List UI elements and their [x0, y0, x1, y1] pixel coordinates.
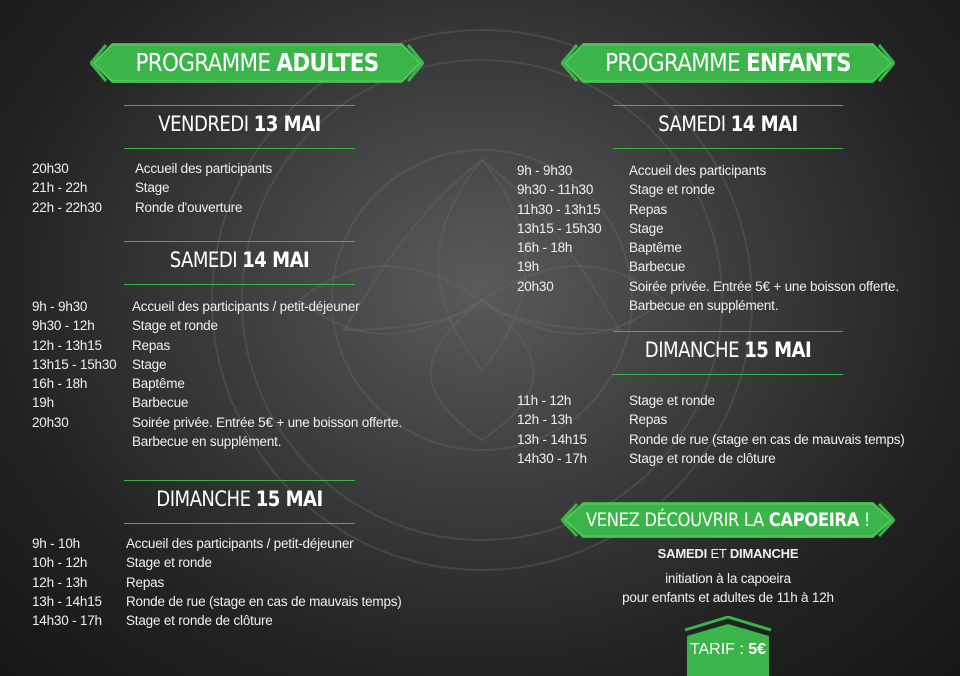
schedule-adultes-vendredi: [32, 159, 452, 217]
tarif-badge: [683, 616, 773, 676]
schedule-row: 11h - 12h Stage et ronde: [517, 393, 715, 408]
schedule-row: 14h30 - 17h Stage et ronde de clôture: [517, 450, 776, 466]
banner-adultes-title: PROGRAMME ADULTES: [135, 48, 379, 77]
schedule-row: 20h30 Soirée privée. Entrée 5€ + une boisson offerte.: [517, 278, 899, 294]
schedule-row: 11h30 - 13h15 Repas: [517, 201, 668, 217]
schedule-row: 9h - 9h30 Accueil des participants / petit-déjeuner: [32, 299, 360, 314]
schedule-row: 9h - 9h30 Accueil des participants: [517, 163, 767, 178]
schedule-row: 16h - 18h Baptême: [517, 240, 682, 256]
schedule-row: 16h - 18h Baptême: [32, 376, 185, 392]
day-header-samedi-enfants: SAMEDI 14 MAI: [613, 105, 843, 149]
schedule-row: 9h30 - 11h30 Stage et ronde: [517, 182, 715, 198]
banner-programme-adultes: [90, 43, 424, 83]
day-header-vendredi: VENDREDI 13 MAI: [124, 105, 355, 149]
schedule-adultes-dimanche: [32, 534, 452, 630]
day-header-dimanche-adultes: DIMANCHE 15 MAI: [124, 480, 355, 524]
schedule-row: 22h - 22h30 Ronde d'ouverture: [32, 199, 243, 215]
schedule-row: 19h Barbecue: [517, 259, 686, 275]
schedule-row: 13h15 - 15h30 Stage: [517, 220, 664, 236]
day-header-samedi-adultes: SAMEDI 14 MAI: [124, 241, 355, 285]
schedule-row: 19h Barbecue: [32, 395, 189, 411]
schedule-row: 10h - 12h Stage et ronde: [32, 555, 212, 571]
decouverte-line1: initiation à la capoeira: [665, 571, 791, 586]
banner-capoeira-title: VENEZ DÉCOUVRIR LA CAPOEIRA !: [585, 509, 871, 531]
schedule-enfants-samedi: [517, 161, 937, 315]
schedule-row: 12h - 13h15 Repas: [32, 337, 171, 353]
schedule-row: 13h - 14h15 Ronde de rue (stage en cas de mauvais temps): [32, 593, 402, 609]
schedule-row: 9h30 - 12h Stage et ronde: [32, 318, 218, 334]
schedule-row: 12h - 13h Repas: [517, 412, 668, 428]
day-header-dimanche-enfants: DIMANCHE 15 MAI: [613, 331, 843, 375]
banner-enfants-title: PROGRAMME ENFANTS: [605, 48, 851, 77]
schedule-row: 20h30 Soirée privée. Entrée 5€ + une boisson offerte.: [32, 414, 402, 430]
schedule-row: 12h - 13h Repas: [32, 574, 165, 590]
schedule-row: 13h - 14h15 Ronde de rue (stage en cas de mauvais temps): [517, 431, 905, 447]
tarif-text: TARIF : 5€: [689, 641, 767, 658]
banner-programme-enfants: [561, 43, 895, 83]
schedule-row: 20h30 Accueil des participants: [32, 161, 273, 176]
schedule-row: 21h - 22h Stage: [32, 180, 170, 196]
schedule-row: 9h - 10h Accueil des participants / petit-déjeuner: [32, 536, 354, 551]
decouverte-line2: pour enfants et adultes de 11h à 12h: [622, 590, 834, 605]
schedule-row: Barbecue en supplément.: [629, 298, 779, 314]
schedule-adultes-samedi: [32, 297, 452, 451]
schedule-row: 13h15 - 15h30 Stage: [32, 356, 167, 372]
banner-decouvrir-capoeira: [561, 502, 895, 538]
schedule-row: Barbecue en supplément.: [132, 434, 282, 450]
schedule-enfants-dimanche: [517, 391, 937, 468]
decouverte-days: SAMEDI ET DIMANCHE: [657, 546, 799, 561]
schedule-row: 14h30 - 17h Stage et ronde de clôture: [32, 613, 273, 629]
